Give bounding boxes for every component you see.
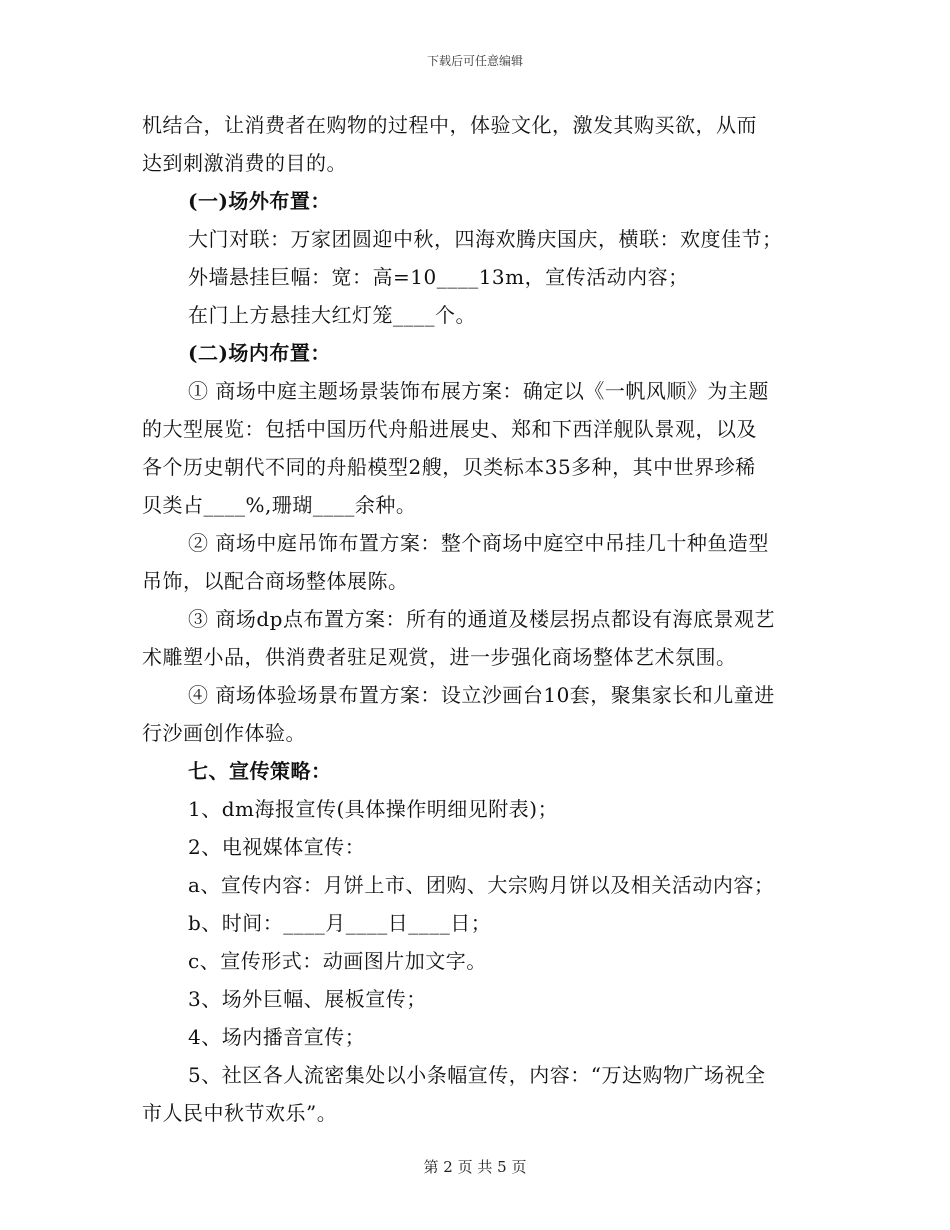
list-item: a、宣传内容：月饼上市、团购、大宗购月饼以及相关活动内容； — [188, 873, 775, 897]
list-item: 2、电视媒体宣传： — [188, 835, 366, 859]
paragraph-line: ③ 商场dp点布置方案：所有的通道及楼层拐点都设有海底景观艺 — [188, 607, 775, 631]
paragraph-line: 各个历史朝代不同的舟船模型2艘，贝类标本35多种，其中世界珍稀 — [142, 455, 756, 479]
page-header-note: 下载后可任意编辑 — [426, 54, 523, 68]
paragraph-line: 的大型展览：包括中国历代舟船进展史、郑和下西洋舰队景观，以及 — [142, 417, 757, 441]
list-item: 1、dm海报宣传(具体操作明细见附表)； — [188, 797, 559, 821]
paragraph-line: 吊饰，以配合商场整体展陈。 — [142, 569, 409, 593]
section-heading-promotion: 七、宣传策略： — [188, 759, 332, 783]
section-heading-outdoor: (一)场外布置： — [188, 189, 331, 213]
list-item: b、时间：____月____日____日； — [188, 911, 492, 935]
list-item: 5、社区各人流密集处以小条幅宣传，内容：“万达购物广场祝全 — [188, 1063, 766, 1087]
paragraph-line: 机结合，让消费者在购物的过程中，体验文化，激发其购买欲，从而 — [142, 113, 757, 137]
list-item: c、宣传形式：动画图片加文字。 — [188, 949, 487, 973]
list-item: 4、场内播音宣传； — [188, 1025, 366, 1049]
section-heading-indoor: (二)场内布置： — [188, 341, 331, 365]
paragraph-line: 达到刺激消费的目的。 — [142, 151, 347, 175]
list-item: 3、场外巨幅、展板宣传； — [188, 987, 427, 1011]
paragraph-line: 在门上方悬挂大红灯笼____个。 — [188, 303, 476, 327]
page-number: 第 2 页 共 5 页 — [423, 1158, 527, 1176]
paragraph-line: 大门对联：万家团圆迎中秋，四海欢腾庆国庆，横联：欢度佳节； — [188, 227, 783, 251]
document-body — [142, 106, 812, 1132]
paragraph-line: ② 商场中庭吊饰布置方案：整个商场中庭空中吊挂几十种鱼造型 — [188, 531, 769, 555]
paragraph-line: 术雕塑小品，供消费者驻足观赏，进一步强化商场整体艺术氛围。 — [142, 645, 737, 669]
paragraph-line: ① 商场中庭主题场景装饰布展方案：确定以《一帆风顺》为主题 — [188, 379, 769, 403]
paragraph-line: 市人民中秋节欢乐”。 — [142, 1101, 338, 1125]
paragraph-line: 行沙画创作体验。 — [142, 721, 306, 745]
paragraph-line: 外墙悬挂巨幅：宽：高=10____13m，宣传活动内容； — [188, 265, 689, 289]
paragraph-line: 贝类占____%,珊瑚____余种。 — [142, 493, 417, 517]
paragraph-line: ④ 商场体验场景布置方案：设立沙画台10套，聚集家长和儿童进 — [188, 683, 775, 707]
